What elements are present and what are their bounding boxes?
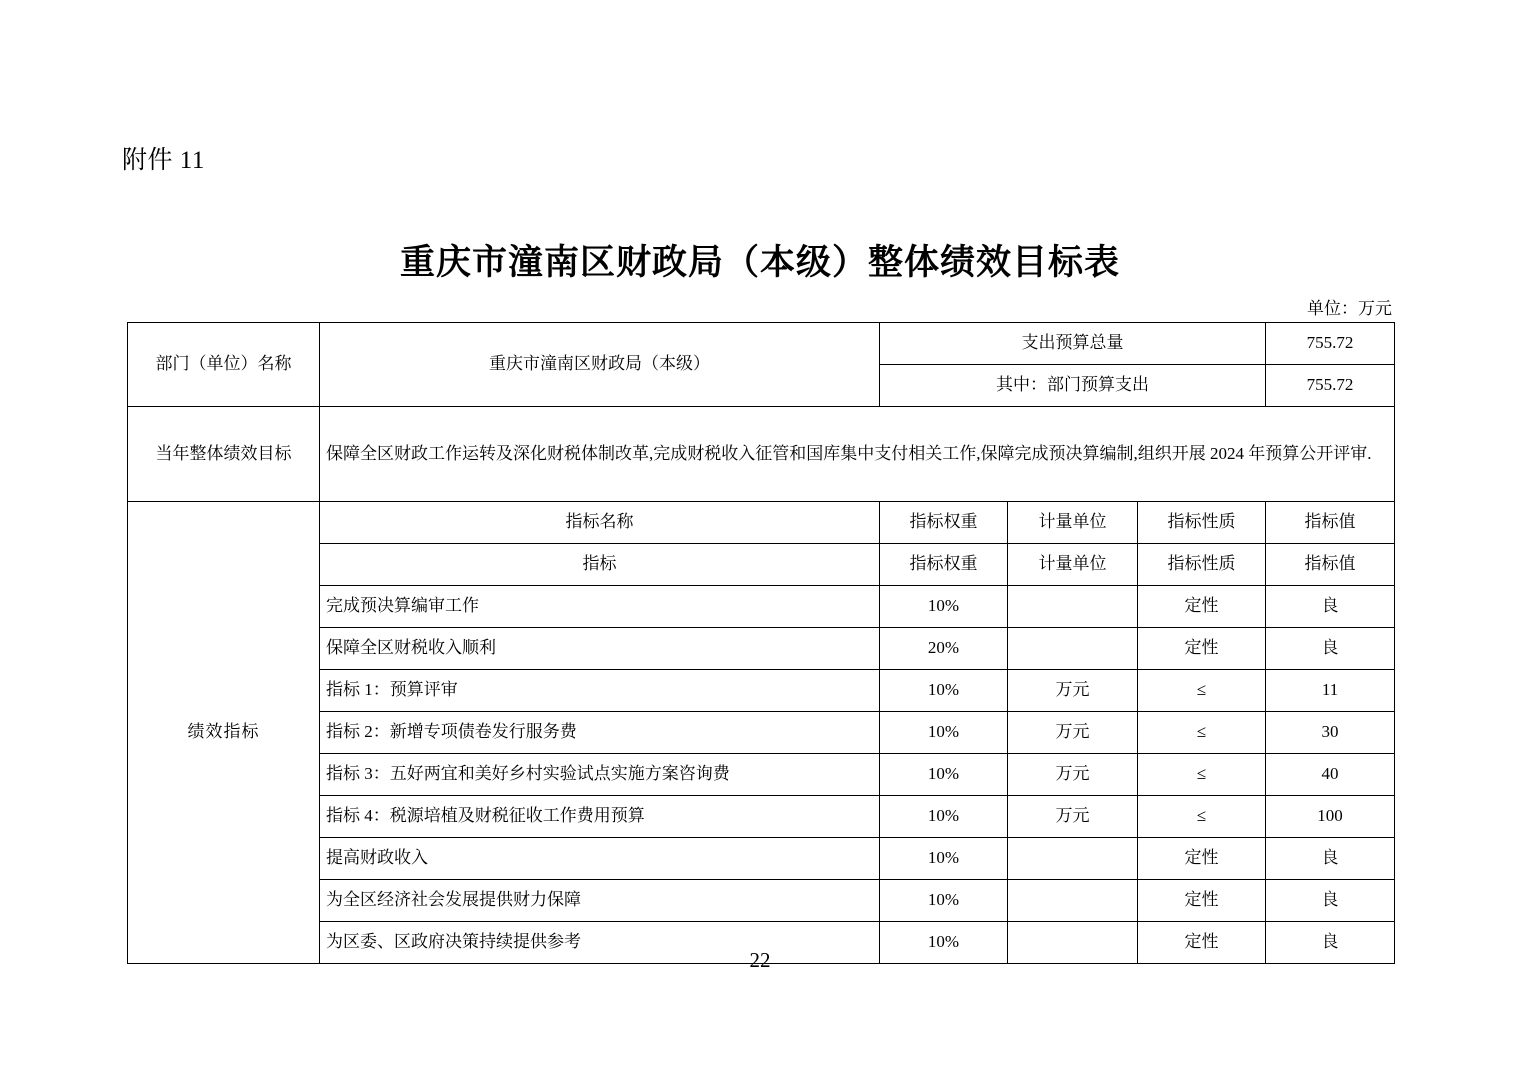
- performance-goal-table: [127, 322, 1395, 964]
- indicator-nature: 定性: [1138, 628, 1266, 670]
- indicator-name: 保障全区财税收入顺利: [320, 628, 880, 670]
- indicator-weight: 10%: [880, 922, 1008, 964]
- indicator-nature: 定性: [1138, 922, 1266, 964]
- column-header-nature: 指标性质: [1138, 502, 1266, 544]
- column-header-unit: 计量单位: [1008, 502, 1138, 544]
- total-budget-value: 755.72: [1266, 323, 1395, 365]
- column-header-weight: 指标权重: [880, 502, 1008, 544]
- page-title: 重庆市潼南区财政局（本级）整体绩效目标表: [399, 243, 1120, 282]
- subcolumn-header-unit: 计量单位: [1008, 544, 1138, 586]
- indicator-nature: 定性: [1138, 586, 1266, 628]
- table-row-indicator-header: [128, 502, 1395, 544]
- indicator-value: 40: [1266, 754, 1395, 796]
- indicator-unit: [1008, 628, 1138, 670]
- indicator-value: 良: [1266, 586, 1395, 628]
- indicator-value: 30: [1266, 712, 1395, 754]
- indicator-weight: 10%: [880, 670, 1008, 712]
- indicator-weight: 10%: [880, 838, 1008, 880]
- indicator-value: 良: [1266, 838, 1395, 880]
- indicator-nature: ≤: [1138, 754, 1266, 796]
- indicator-unit: 万元: [1008, 670, 1138, 712]
- page-number: 22: [749, 948, 771, 972]
- indicator-unit: [1008, 838, 1138, 880]
- indicator-name: 指标 4：税源培植及财税征收工作费用预算: [320, 796, 880, 838]
- dept-name-value: 重庆市潼南区财政局（本级）: [320, 323, 880, 407]
- indicator-nature: ≤: [1138, 796, 1266, 838]
- total-budget-label: 支出预算总量: [880, 323, 1266, 365]
- indicator-value: 良: [1266, 628, 1395, 670]
- indicator-value: 良: [1266, 922, 1395, 964]
- indicator-weight: 10%: [880, 712, 1008, 754]
- indicator-name: 指标 3：五好两宜和美好乡村实验试点实施方案咨询费: [320, 754, 880, 796]
- indicator-name: 为全区经济社会发展提供财力保障: [320, 880, 880, 922]
- column-header-indicator-name: 指标名称: [320, 502, 880, 544]
- performance-indicator-section-label: 绩效指标: [128, 502, 320, 964]
- indicator-weight: 20%: [880, 628, 1008, 670]
- annual-goal-label: 当年整体绩效目标: [128, 407, 320, 502]
- dept-budget-label: 其中：部门预算支出: [880, 365, 1266, 407]
- indicator-name: 指标 2：新增专项债卷发行服务费: [320, 712, 880, 754]
- table-row-annual-goal: [128, 407, 1395, 502]
- subcolumn-header-nature: 指标性质: [1138, 544, 1266, 586]
- indicator-nature: 定性: [1138, 880, 1266, 922]
- annual-goal-text: 保障全区财政工作运转及深化财税体制改革,完成财税收入征管和国库集中支付相关工作,保障完成预决算编制,组织开展 2024 年预算公开评审.: [320, 407, 1395, 502]
- indicator-weight: 10%: [880, 754, 1008, 796]
- indicator-nature: 定性: [1138, 838, 1266, 880]
- indicator-name: 完成预决算编审工作: [320, 586, 880, 628]
- indicator-value: 100: [1266, 796, 1395, 838]
- column-header-value: 指标值: [1266, 502, 1395, 544]
- table-row-dept-total: [128, 323, 1395, 365]
- indicator-unit: [1008, 586, 1138, 628]
- dept-budget-value: 755.72: [1266, 365, 1395, 407]
- indicator-weight: 10%: [880, 796, 1008, 838]
- indicator-nature: ≤: [1138, 712, 1266, 754]
- subcolumn-header-weight: 指标权重: [880, 544, 1008, 586]
- subcolumn-header-indicator: 指标: [320, 544, 880, 586]
- indicator-value: 良: [1266, 880, 1395, 922]
- indicator-unit: 万元: [1008, 754, 1138, 796]
- indicator-weight: 10%: [880, 586, 1008, 628]
- indicator-unit: 万元: [1008, 712, 1138, 754]
- indicator-unit: 万元: [1008, 796, 1138, 838]
- subcolumn-header-value: 指标值: [1266, 544, 1395, 586]
- indicator-value: 11: [1266, 670, 1395, 712]
- indicator-unit: [1008, 880, 1138, 922]
- indicator-weight: 10%: [880, 880, 1008, 922]
- indicator-name: 为区委、区政府决策持续提供参考: [320, 922, 880, 964]
- indicator-name: 指标 1：预算评审: [320, 670, 880, 712]
- dept-name-label: 部门（单位）名称: [128, 323, 320, 407]
- attachment-label: 附件 11: [122, 147, 205, 174]
- indicator-name: 提高财政收入: [320, 838, 880, 880]
- indicator-nature: ≤: [1138, 670, 1266, 712]
- currency-unit-note: 单位：万元: [1307, 299, 1392, 318]
